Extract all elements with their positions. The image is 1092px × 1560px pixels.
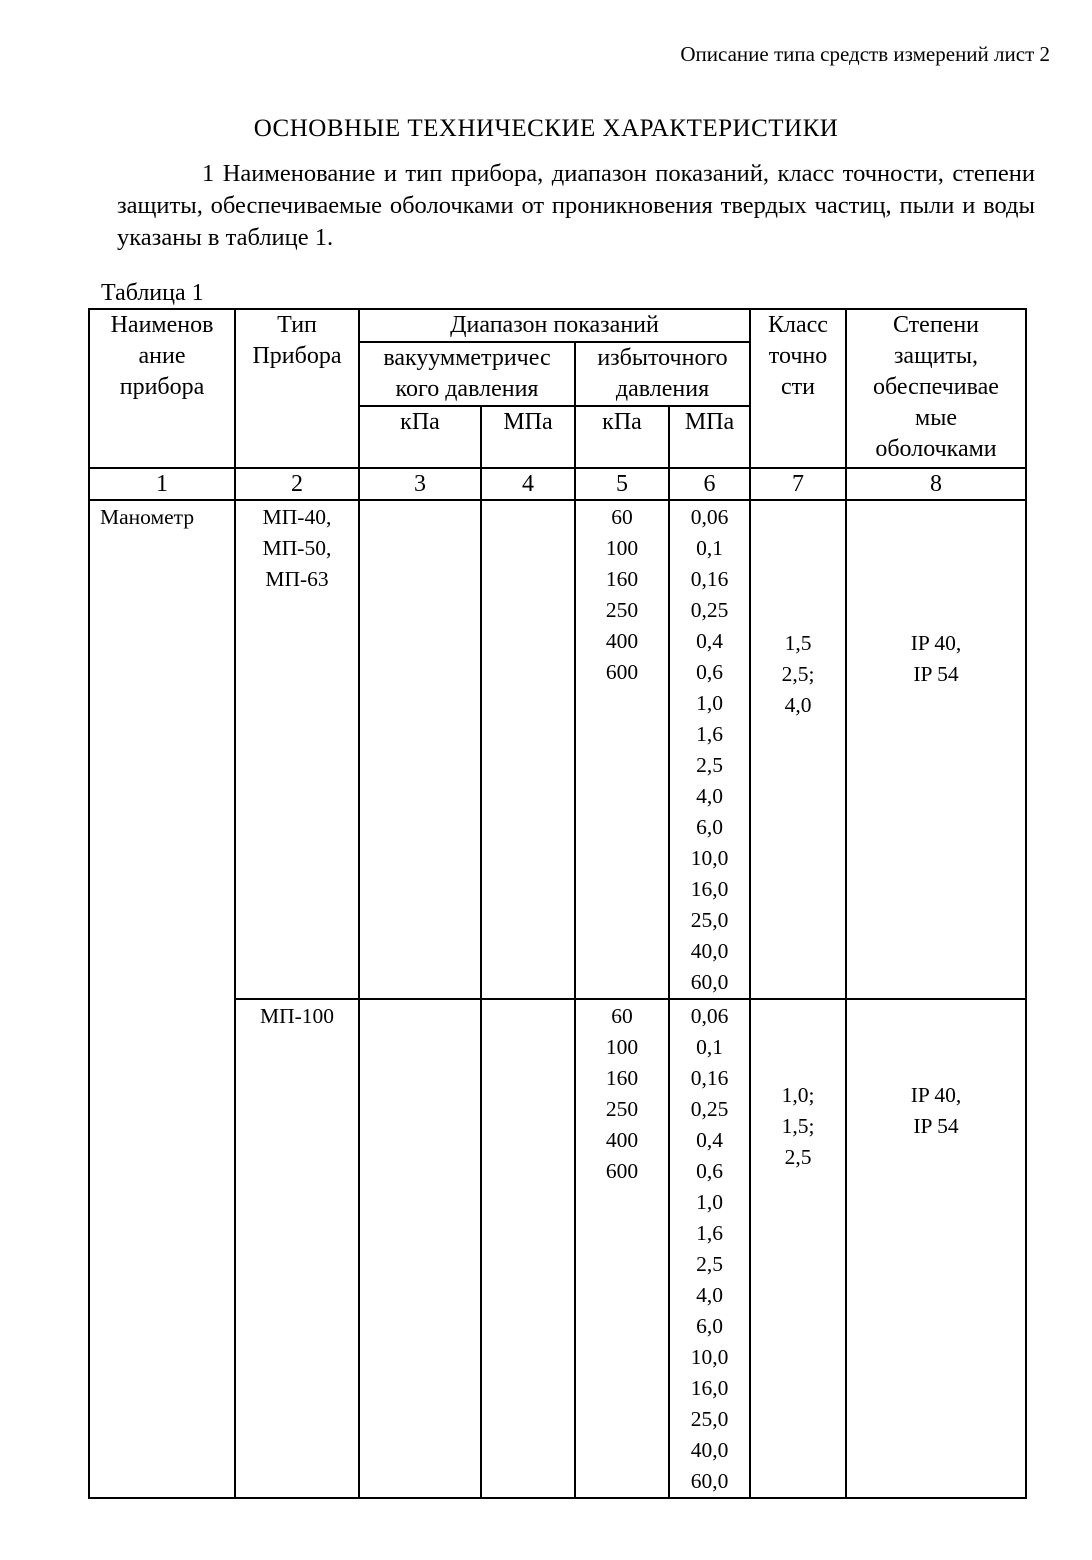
- excess-mpa-value: 60,0: [690, 970, 729, 994]
- excess-kpa-value: 600: [605, 660, 639, 684]
- accuracy-class-value: 1,0;: [781, 1083, 815, 1107]
- device-type-cell: [235, 500, 359, 999]
- excess-mpa-value: 10,0: [690, 1345, 729, 1369]
- excess-mpa-value: 0,16: [690, 1066, 729, 1090]
- specifications-table: [88, 308, 1027, 1499]
- excess-mpa-value: 0,1: [696, 536, 723, 560]
- excess-kpa-value: 400: [605, 1128, 639, 1152]
- accuracy-class-value: 4,0: [784, 693, 812, 717]
- excess-mpa-value: 0,6: [696, 1159, 723, 1183]
- device-type-value: МП-40,: [262, 505, 332, 529]
- excess-mpa-value: 0,4: [696, 1128, 723, 1152]
- excess-mpa-value: 6,0: [696, 1314, 723, 1338]
- excess-mpa-value: 10,0: [690, 846, 729, 870]
- header-excess-pressure: избыточного давления: [575, 342, 750, 406]
- excess-mpa-value: 25,0: [690, 908, 729, 932]
- accuracy-class-value: 1,5;: [781, 1114, 815, 1138]
- device-type-cell: [235, 999, 359, 1498]
- device-type-value: МП-63: [265, 567, 329, 591]
- excess-mpa-value: 0,4: [696, 629, 723, 653]
- excess-kpa-cell: [575, 999, 669, 1498]
- protection-cell: [846, 500, 1026, 999]
- header-device-type: Тип Прибора: [235, 309, 359, 468]
- excess-mpa-value: 0,1: [696, 1035, 723, 1059]
- column-number: 2: [235, 468, 359, 500]
- excess-kpa-value: 60: [611, 1004, 633, 1028]
- vacuum-kpa-cell: [359, 500, 481, 999]
- excess-mpa-value: 0,25: [690, 598, 729, 622]
- accuracy-class-cell: [750, 999, 846, 1498]
- excess-mpa-cell: [669, 500, 750, 999]
- accuracy-class-value: 1,5: [784, 631, 812, 655]
- header-accuracy-class: Класс точно сти: [750, 309, 846, 468]
- protection-value: IP 54: [913, 1114, 959, 1138]
- excess-mpa-value: 16,0: [690, 1376, 729, 1400]
- document-title: ОСНОВНЫЕ ТЕХНИЧЕСКИЕ ХАРАКТЕРИСТИКИ: [253, 115, 839, 142]
- accuracy-class-value: 2,5: [784, 1145, 812, 1169]
- excess-mpa-value: 0,06: [690, 505, 729, 529]
- excess-mpa-value: 4,0: [696, 1283, 723, 1307]
- excess-mpa-value: 2,5: [696, 1252, 723, 1276]
- excess-mpa-value: 0,25: [690, 1097, 729, 1121]
- excess-mpa-value: 6,0: [696, 815, 723, 839]
- vacuum-kpa-cell: [359, 999, 481, 1498]
- vacuum-mpa-cell: [481, 999, 575, 1498]
- column-number: 8: [846, 468, 1026, 500]
- device-type-value: МП-100: [259, 1004, 335, 1028]
- column-number: 5: [575, 468, 669, 500]
- excess-mpa-value: 0,16: [690, 567, 729, 591]
- column-number: 6: [669, 468, 750, 500]
- excess-mpa-value: 4,0: [696, 784, 723, 808]
- excess-mpa-value: 0,6: [696, 660, 723, 684]
- column-number: 7: [750, 468, 846, 500]
- excess-kpa-value: 160: [605, 1066, 639, 1090]
- excess-kpa-value: 160: [605, 567, 639, 591]
- excess-kpa-value: 250: [605, 598, 639, 622]
- excess-mpa-value: 1,0: [696, 1190, 723, 1214]
- device-name-cell: Манометр: [89, 500, 235, 1498]
- table-row: [89, 500, 1026, 999]
- column-number: 4: [481, 468, 575, 500]
- header-protection: Степени защиты, обеспечивае мые оболочками: [846, 309, 1026, 468]
- header-range: Диапазон показаний: [359, 309, 750, 342]
- header-unit-vacuum-mpa: МПа: [481, 406, 575, 468]
- table-caption: Таблица 1: [101, 280, 204, 306]
- excess-mpa-value: 2,5: [696, 753, 723, 777]
- header-unit-excess-kpa: кПа: [575, 406, 669, 468]
- header-unit-excess-mpa: МПа: [669, 406, 750, 468]
- excess-mpa-value: 1,0: [696, 691, 723, 715]
- vacuum-mpa-cell: [481, 500, 575, 999]
- header-unit-vacuum-kpa: кПа: [359, 406, 481, 468]
- excess-mpa-value: 60,0: [690, 1469, 729, 1493]
- excess-mpa-value: 1,6: [696, 722, 723, 746]
- protection-cell: [846, 999, 1026, 1498]
- header-device-name: Наименов ание прибора: [89, 309, 235, 468]
- accuracy-class-cell: [750, 500, 846, 999]
- column-number: 1: [89, 468, 235, 500]
- excess-mpa-value: 40,0: [690, 939, 729, 963]
- excess-kpa-value: 400: [605, 629, 639, 653]
- column-number: 3: [359, 468, 481, 500]
- excess-mpa-value: 0,06: [690, 1004, 729, 1028]
- device-type-value: МП-50,: [262, 536, 332, 560]
- excess-kpa-value: 250: [605, 1097, 639, 1121]
- protection-value: IP 40,: [910, 1083, 962, 1107]
- excess-mpa-value: 40,0: [690, 1438, 729, 1462]
- column-number-row: [89, 468, 1026, 500]
- accuracy-class-value: 2,5;: [781, 662, 815, 686]
- protection-value: IP 40,: [910, 631, 962, 655]
- excess-kpa-value: 60: [611, 505, 633, 529]
- excess-mpa-value: 25,0: [690, 1407, 729, 1431]
- excess-kpa-value: 100: [605, 1035, 639, 1059]
- excess-mpa-cell: [669, 999, 750, 1498]
- page-header: Описание типа средств измерений лист 2: [680, 42, 1050, 66]
- excess-mpa-value: 1,6: [696, 1221, 723, 1245]
- excess-kpa-value: 600: [605, 1159, 639, 1183]
- excess-kpa-value: 100: [605, 536, 639, 560]
- header-vacuum-pressure: вакуумметричес кого давления: [359, 342, 575, 406]
- protection-value: IP 54: [913, 662, 959, 686]
- intro-paragraph: 1 Наименование и тип прибора, диапазон показаний, класс точности, степени защиты, обеспечиваемые оболочками от проникновения твердых частиц, пыли и воды указаны в таблице 1.: [117, 160, 1035, 251]
- excess-kpa-cell: [575, 500, 669, 999]
- excess-mpa-value: 16,0: [690, 877, 729, 901]
